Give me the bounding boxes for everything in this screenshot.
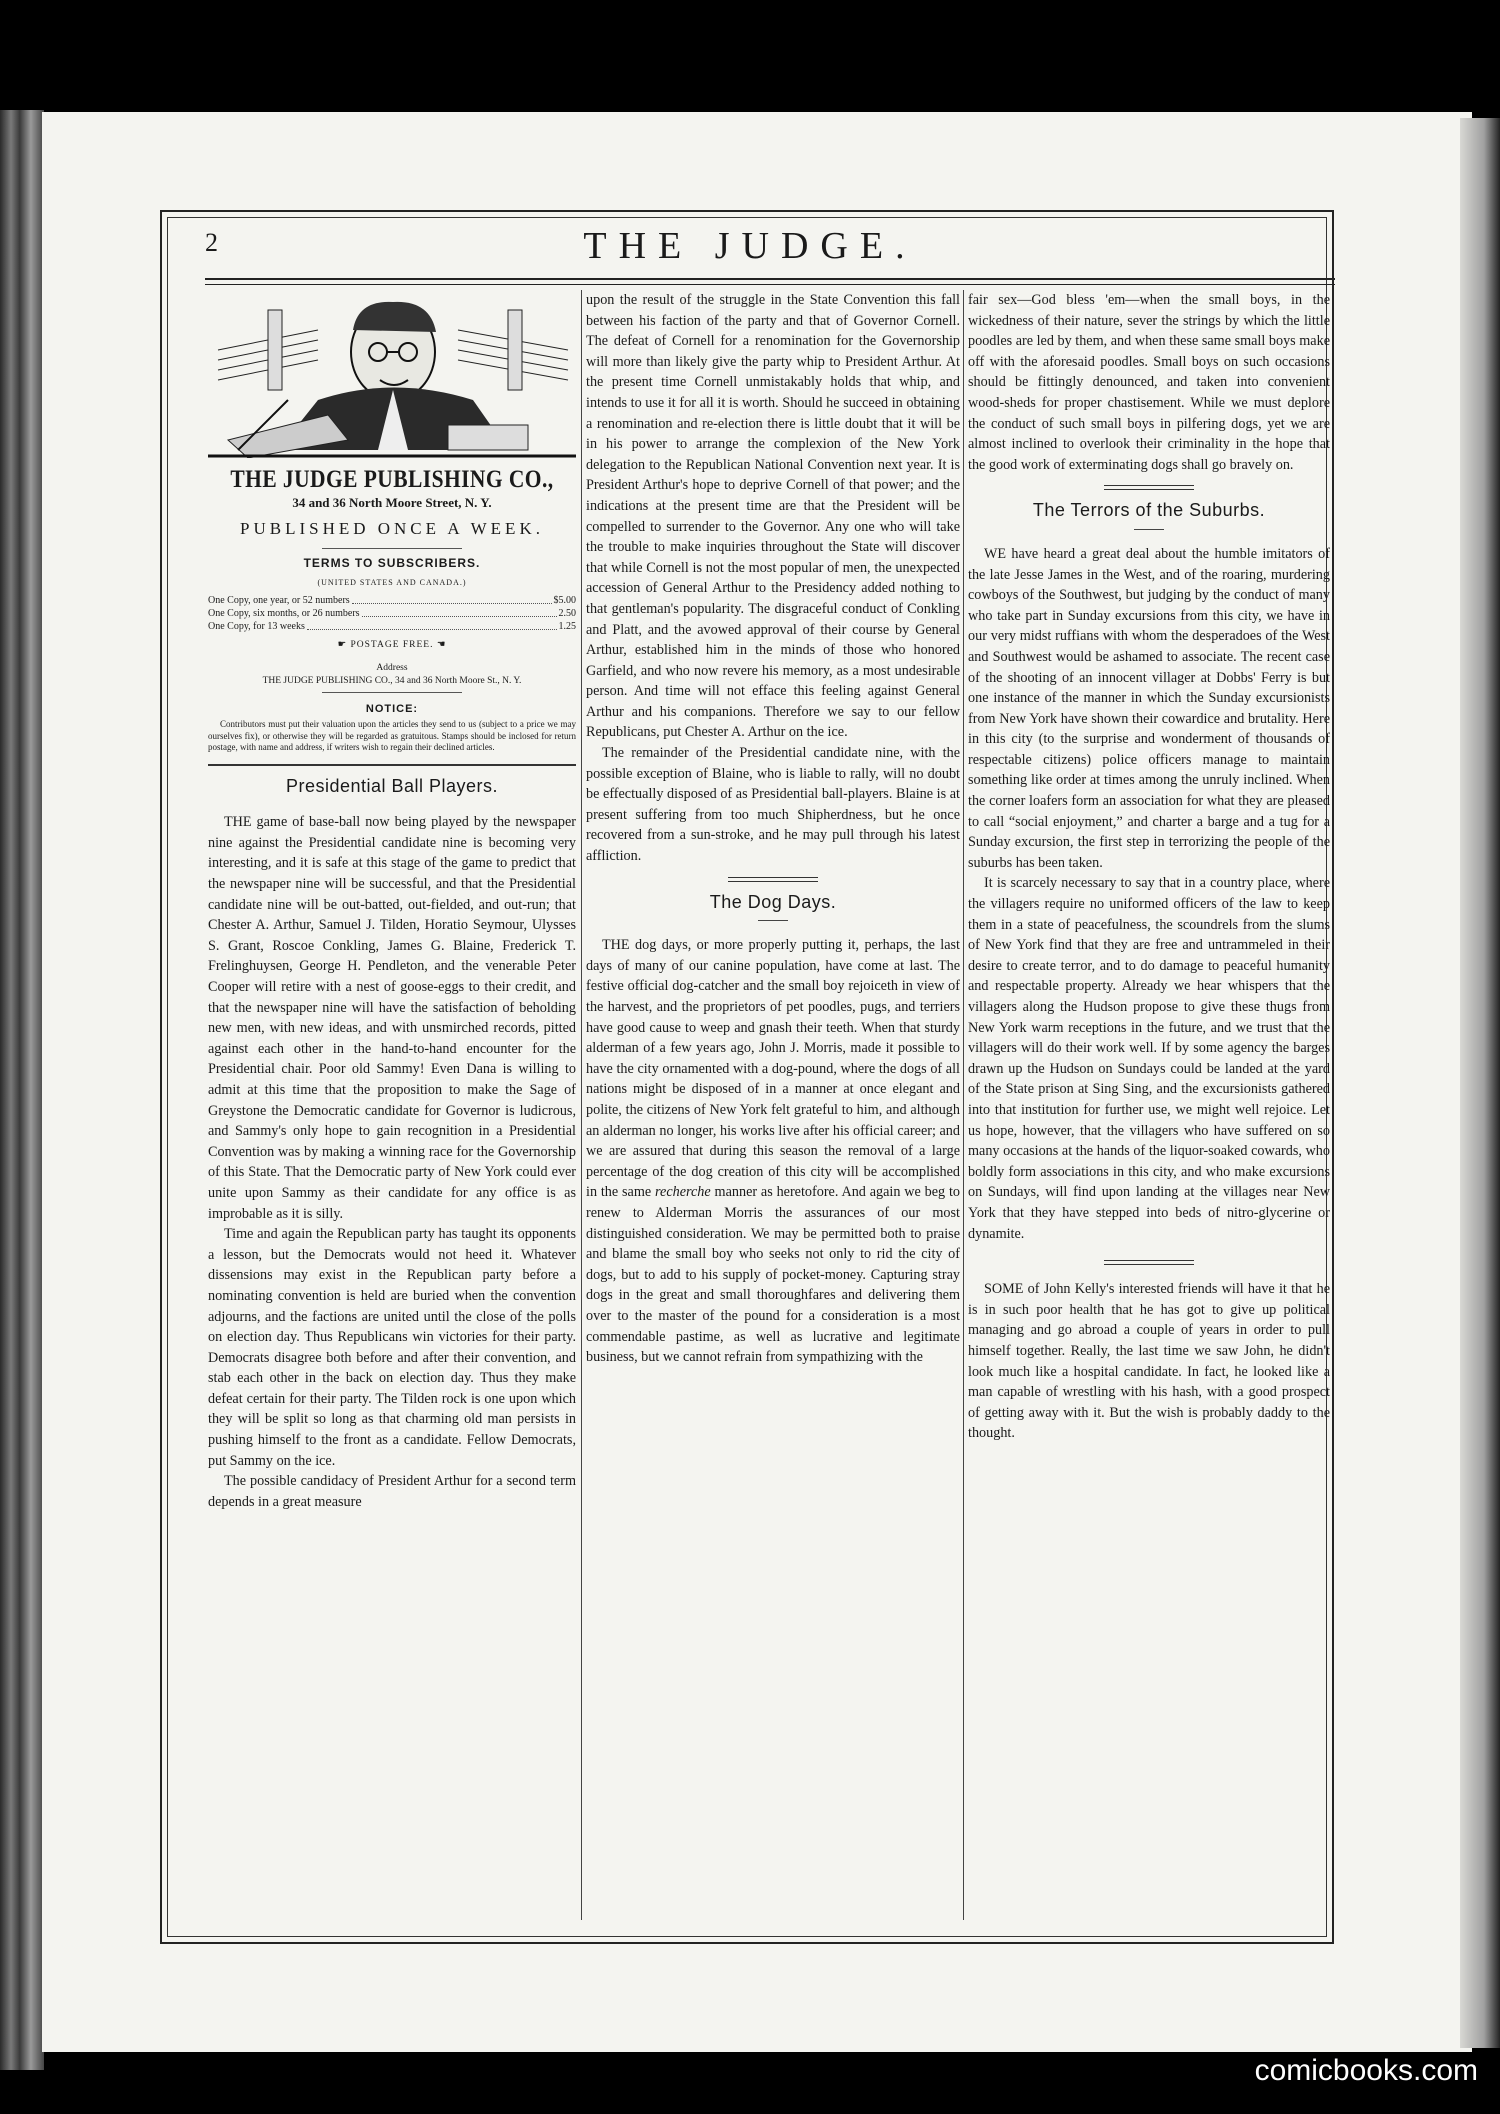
article-paragraph: THE dog days, or more properly putting it, perhaps, the last days of many of our canine population, have come at last. The festive official dog-catcher and the small boy rejoiceth in view of the harvest, and the proprietors of pet poodles, pugs, and terriers have good cause to weep and gnash their teeth. When that sturdy alderman of a few years ago, John J. Morris, made it possible to have the city ornamented with a dog-pound, where the dogs of all nations might be disposed of in a manner at once elegant and polite, the citizens of New York felt grateful to him, and although an alderman no longer, his works live after his official career; and we are assured that during this season the removal of a large percentage of the dog creation of this city will be accomplished in the same recherche manner as heretofore. And again we beg to renew to Alderman Morris the assurances of our most distinguished consideration. We may be permitted both to praise and blame the small boy who seeks not only to rid the city of dogs, but to add to his supply of pocket-money. Capturing stray dogs in the great and small thoroughfares and delivering them over to the master of the pound for a consideration is a most commendable pastime, as well as lucrative and legitimate business, but we cannot refrain from sympathizing with the: [586, 937, 960, 1366]
masthead-rule: [205, 278, 1335, 285]
divider: [322, 548, 462, 549]
address-label: Address: [376, 662, 408, 673]
rate-price: 2.50: [558, 607, 576, 619]
article-paragraph: THE game of base-ball now being played by the newspaper nine against the Presidential candidate nine is becoming very interesting, and it is safe at this stage of the game to predict that the newspaper nine will be successful, and that the Presidential candidate nine will be out-batted, out-fielded, and out-run; that Chester A. Arthur, Samuel J. Tilden, Horatio Seymour, Ulysses S. Grant, Roscoe Conkling, James G. Blaine, Frederick T. Frelinghuysen, George H. Pendleton, and the venerable Peter Cooper will retire with a nest of goose-eggs to their credit, and that the newspaper nine will have the satisfaction of beholding new men, with new ideas, and with unsmirched records, pitted against each other in the hand-to-hand encounter for the Presidential chair. Poor old Sammy! Even Dana is willing to admit at this time that the proposition to make the Sage of Greystone the Democratic candidate for Governor is ludicrous, and Sammy's only hope to gain recognition in a Presidential Convention was by making a winning race for the Governorship of this State. That the Democratic party of New York could ever unite upon Sammy as their candidate for any office is as improbable as it is silly.: [208, 814, 576, 1222]
article-title: The Terrors of the Suburbs.: [1032, 500, 1266, 521]
column-divider: [963, 290, 964, 1920]
watermark: comicbooks.com: [1254, 2054, 1478, 2087]
column-divider: [581, 290, 582, 1920]
divider: [1134, 529, 1164, 530]
section-rule: [728, 877, 818, 882]
column-2: [586, 290, 960, 1920]
publisher-name: THE JUDGE PUBLISHING CO.,: [230, 466, 554, 493]
article-paragraph: Time and again the Republican party has taught its opponents a lesson, but the Democrats would not heed it. Whatever dissensions may exist in the Republican party before a nominating convention is held are buried when the convention adjourns, and the factions are united until the close of the polls on election day. Thus Republicans win victories for their party. Democrats disagree both before and after their convention, and stab each other in the back on election day. Thus they make defeat certain for their party. The Tilden rock is one upon which they will be split so long as that charming old man persists in pushing himself to the front as a candidate. Fellow Democrats, put Sammy on the ice.: [208, 1226, 576, 1469]
rate-label: One Copy, for 13 weeks: [208, 620, 305, 632]
judge-illustration: [208, 290, 576, 458]
page-number: 2: [205, 228, 218, 257]
rate-price: 1.25: [558, 620, 576, 632]
article-paragraph: The possible candidacy of President Arthur for a second term depends in a great measure: [208, 1473, 576, 1510]
column-1: [208, 290, 576, 1920]
divider: [322, 692, 462, 693]
article-paragraph: upon the result of the struggle in the State Convention this fall between his faction of the party and that of Governor Cornell. The defeat of Cornell for a renomination for the Governorship will more than likely give the party whip to President Arthur. At the present time Cornell unmistakably holds that whip, and intends to use it for all it is worth. Should he succeed in obtaining a renomination and re-election there is little doubt that it will be in his power to arrange the complexion of the New York delegation to the Republican National Convention next year. It is President Arthur's hope to deprive Cornell of that power; and the indications at the present time are that the President will be compelled to surrender to the Governor. Any one who will take the trouble to make inquiries throughout the State will discover that while Cornell is not the most popular of men, the unexpected accession of General Arthur to the Presidency added nothing to that gentleman's popularity. The disgraceful conduct of Conkling and Platt, and the avowed approval of their course by General Arthur, established him in the minds of those who honored Garfield, and who now revere his memory, as a most undesirable person. And time will not efface this feeling against General Arthur and his companions. Therefore we say to our fellow Republicans, put Chester A. Arthur on the ice.: [586, 292, 960, 741]
section-rule: [208, 764, 576, 766]
rate-row: [208, 594, 576, 607]
terms-subtitle: (UNITED STATES AND CANADA.): [317, 578, 467, 588]
terms-title: TERMS TO SUBSCRIBERS.: [303, 555, 481, 570]
rate-label: One Copy, one year, or 52 numbers: [208, 594, 350, 606]
pointing-hand-icon: ☚: [436, 639, 447, 650]
article-title: The Dog Days.: [709, 891, 837, 912]
address-full: THE JUDGE PUBLISHING CO., 34 and 36 North Moore St., N. Y.: [262, 675, 522, 686]
masthead-title: THE JUDGE.: [583, 225, 917, 267]
address-block: [208, 662, 576, 688]
section-rule: [1104, 1260, 1194, 1265]
publisher-address: 34 and 36 North Moore Street, N. Y.: [292, 494, 492, 510]
publication-frequency: PUBLISHED ONCE A WEEK.: [240, 519, 544, 539]
scan-edge-right: [1460, 118, 1500, 2048]
notice-body: Contributors must put their valuation upon the articles they send to us (subject to a price we may ourselves fix), or otherwise they will be regarded as gratuitous. Stamps should be inclosed for return postage, with name and address, if writers wish to regain their declined articles.: [208, 719, 576, 753]
column-3: [968, 290, 1330, 1920]
article-paragraph: The remainder of the Presidential candidate nine, with the possible exception of Blaine, who is liable to rally, will no doubt be effectually disposed of as Presidential ball-players. Blaine is at present suffering from too much Shipherdness, but he once recovered from a sun-stroke, and he may pull through his latest affliction.: [586, 745, 960, 865]
rate-price: $5.00: [553, 594, 576, 606]
article-paragraph: WE have heard a great deal about the humble imitators of the late Jesse James in the West, and of the roaring, murdering cowboys of the Southwest, but judging by the conduct of many who take part in Sunday excursions from this city, we have in our very midst ruffians with whom the desperadoes of the West and Southwest would be ashamed to associate. The recent case of the shooting of an innocent villager at Dobbs' Ferry is but one instance of the manner in which the Sunday excursionists from New York have shown their cowardice and brutality. Here in this city (to the surprise and wonderment of thousands of respectable citizens) police officers manage to maintain something like order at times among the unruly inclined. When the corner loafers form an association for what they are pleased to call “social enjoyment,” and charter a barge and a tug for a Sunday excursion, the first step in terrorizing the people of the suburbs has been taken.: [968, 545, 1330, 871]
rate-row: [208, 607, 576, 620]
article-paragraph: fair sex—God bless 'em—when the small boys, in the wickedness of their nature, sever the strings by which the little poodles are led by them, and when these same small boys make off with the aforesaid poodles. Small boys on such occasions should be fittingly denounced, and taken into convenient wood-sheds for proper chastisement. While we must deplore the conduct of such small boys in pilfering dogs, yet we are almost inclined to overlook their criminality in the hope that the good work of exterminating dogs shall go bravely on.: [968, 292, 1330, 473]
pointing-hand-icon: ☛: [337, 639, 348, 650]
scan-edge-left: [0, 110, 44, 2070]
divider: [758, 920, 788, 921]
judge-writing-icon: [208, 290, 576, 458]
rate-row: [208, 620, 576, 633]
section-rule: [1104, 485, 1194, 490]
postage-note: ☛ POSTAGE FREE. ☚: [337, 639, 447, 650]
article-paragraph: It is scarcely necessary to say that in a country place, where the villagers require no uniformed officers of the law to keep them in a state of peacefulness, the scoundrels from the slums of New York find that they are free and untrammeled in their desire to create terror, and to do damage to peaceful humanity and respectable property. Already we hear whispers that the villagers along the Hudson propose to give these thugs from New York warm receptions in the future, and we trust that the villagers will do their work well. If by some agency the barges drawn up the Hudson on Sundays could be landed at the yard of the State prison at Sing Sing, and the excursionists gathered into that institution for further use, we might well rejoice. Let us hope, however, that the villagers who have suffered on so many occasions at the hands of the liquor-soaked cowards, who boldly form associations in this city, and who make excursions on Sundays, will find upon landing at the villages near New York that they have stepped into beds of nitro-glycerine or dynamite.: [968, 875, 1330, 1242]
rate-label: One Copy, six months, or 26 numbers: [208, 607, 360, 619]
article-paragraph: SOME of John Kelly's interested friends will have it that he is in such poor health that he has got to give up political managing and go abroad a couple of years in order to pull himself together. Really, the last time we saw John, he didn't look much like a hospital candidate. In fact, he looked like a man capable of wrestling with his hash, with a good prospect of getting away with it. But the wish is probably daddy to the thought.: [968, 1281, 1330, 1442]
notice-title: NOTICE:: [365, 702, 419, 715]
article-title: Presidential Ball Players.: [285, 775, 499, 796]
